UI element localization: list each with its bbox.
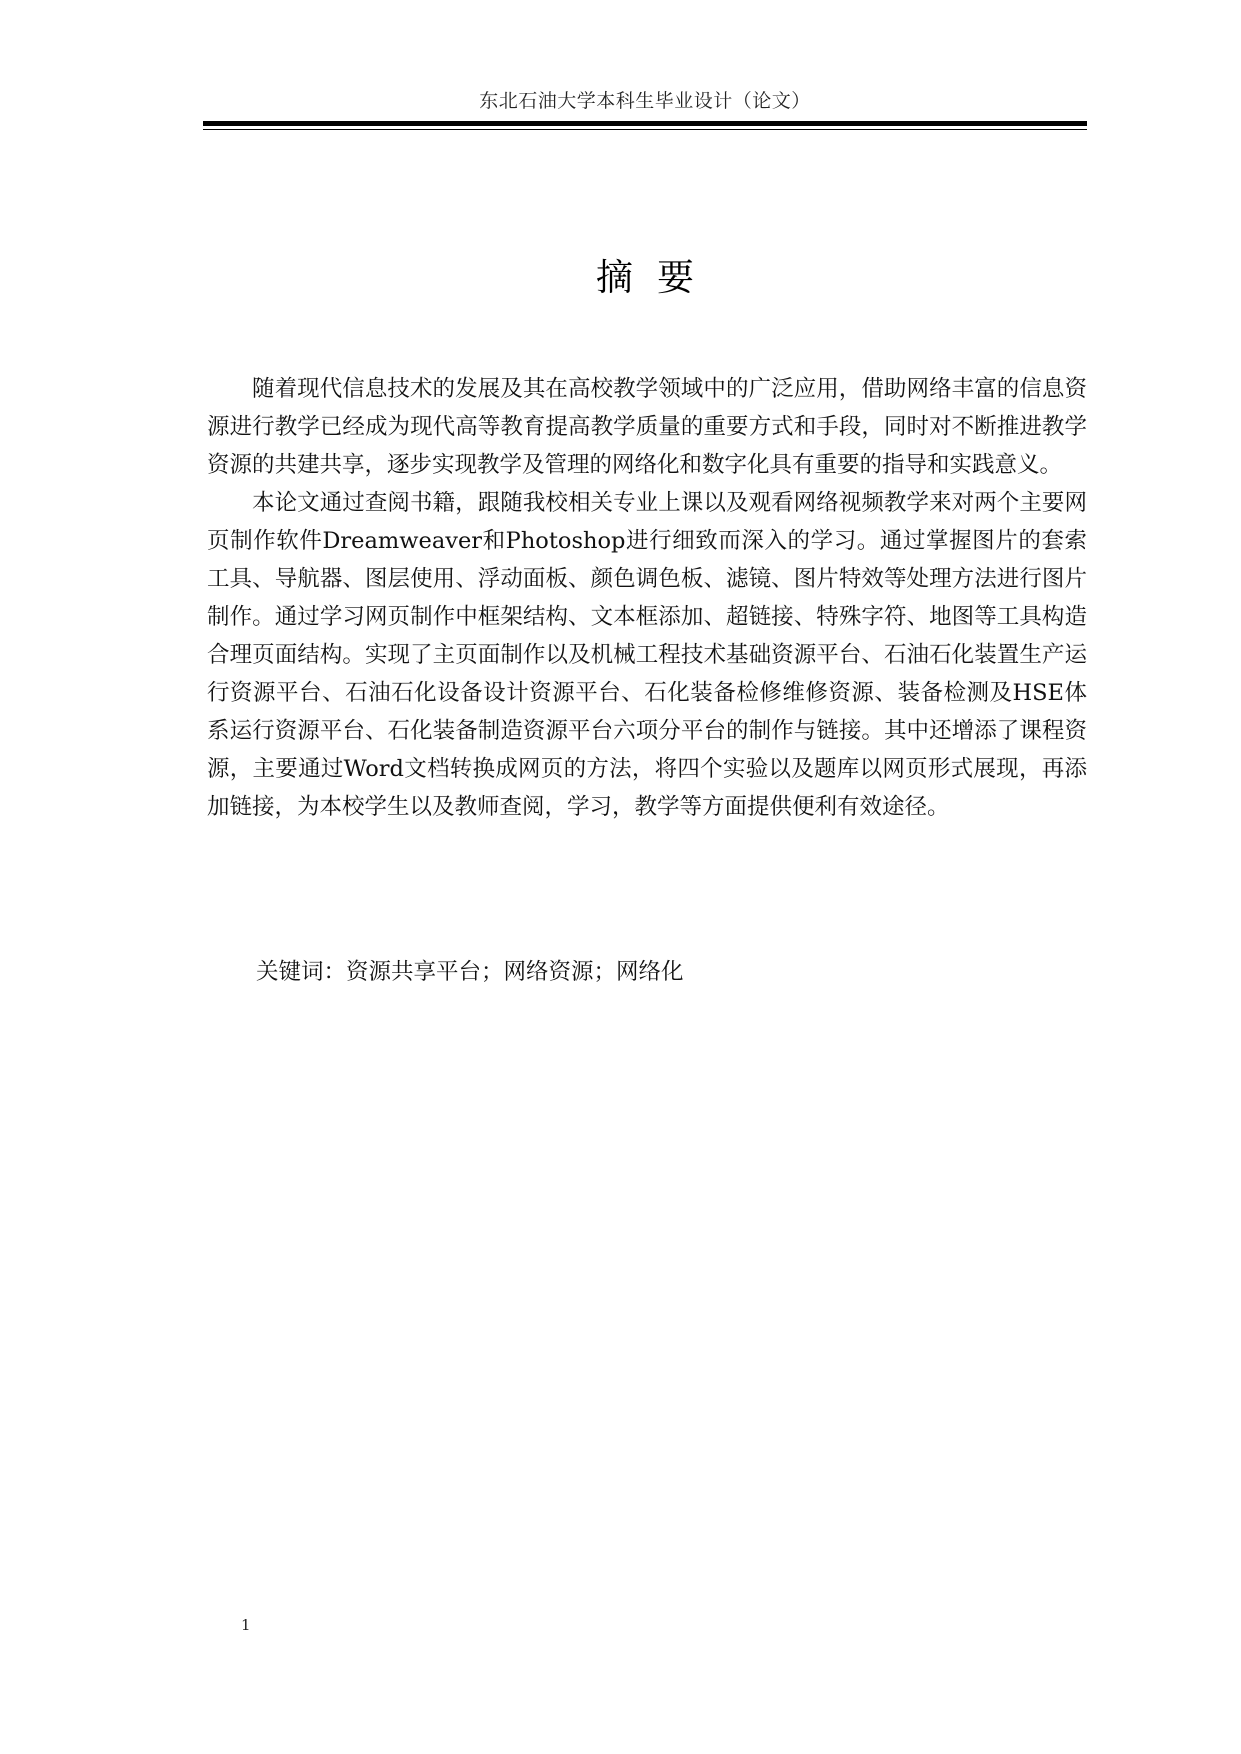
page-number: 1 <box>241 1616 251 1634</box>
abstract-body <box>207 370 1087 826</box>
abstract-paragraph-1: 随着现代信息技术的发展及其在高校教学领域中的广泛应用，借助网络丰富的信息资源进行教学已经成为现代高等教育提高教学质量的重要方式和手段，同时对不断推进教学资源的共建共享，逐步实现教学及管理的网络化和数字化具有重要的指导和实践意义。 <box>207 376 1087 478</box>
header-rule-thick <box>203 121 1087 126</box>
running-header: 东北石油大学本科生毕业设计（论文） <box>479 90 811 112</box>
abstract-paragraph-2: 本论文通过查阅书籍，跟随我校相关专业上课以及观看网络视频教学来对两个主要网页制作软件Dreamweaver和Photoshop进行细致而深入的学习。通过掌握图片的套索工具、导航器、图层使用、浮动面板、颜色调色板、滤镜、图片特效等处理方法进行图片制作。通过学习网页制作中框架结构、文本框添加、超链接、特殊字符、地图等工具构造合理页面结构。实现了主页面制作以及机械工程技术基础资源平台、石油石化装置生产运行资源平台、石油石化设备设计资源平台、石化装备检修维修资源、装备检测及HSE体系运行资源平台、石化装备制造资源平台六项分平台的制作与链接。其中还增添了课程资源，主要通过Word文档转换成网页的方法，将四个实验以及题库以网页形式展现，再添加链接，为本校学生以及教师查阅，学习，教学等方面提供便利有效途径。 <box>207 490 1087 820</box>
keywords-line <box>256 953 1086 991</box>
keywords-list: 资源共享平台；网络资源；网络化 <box>346 959 684 985</box>
abstract-title: 摘要 <box>596 256 718 299</box>
header-rule-thin <box>203 129 1087 130</box>
keywords-label: 关键词： <box>256 959 347 985</box>
